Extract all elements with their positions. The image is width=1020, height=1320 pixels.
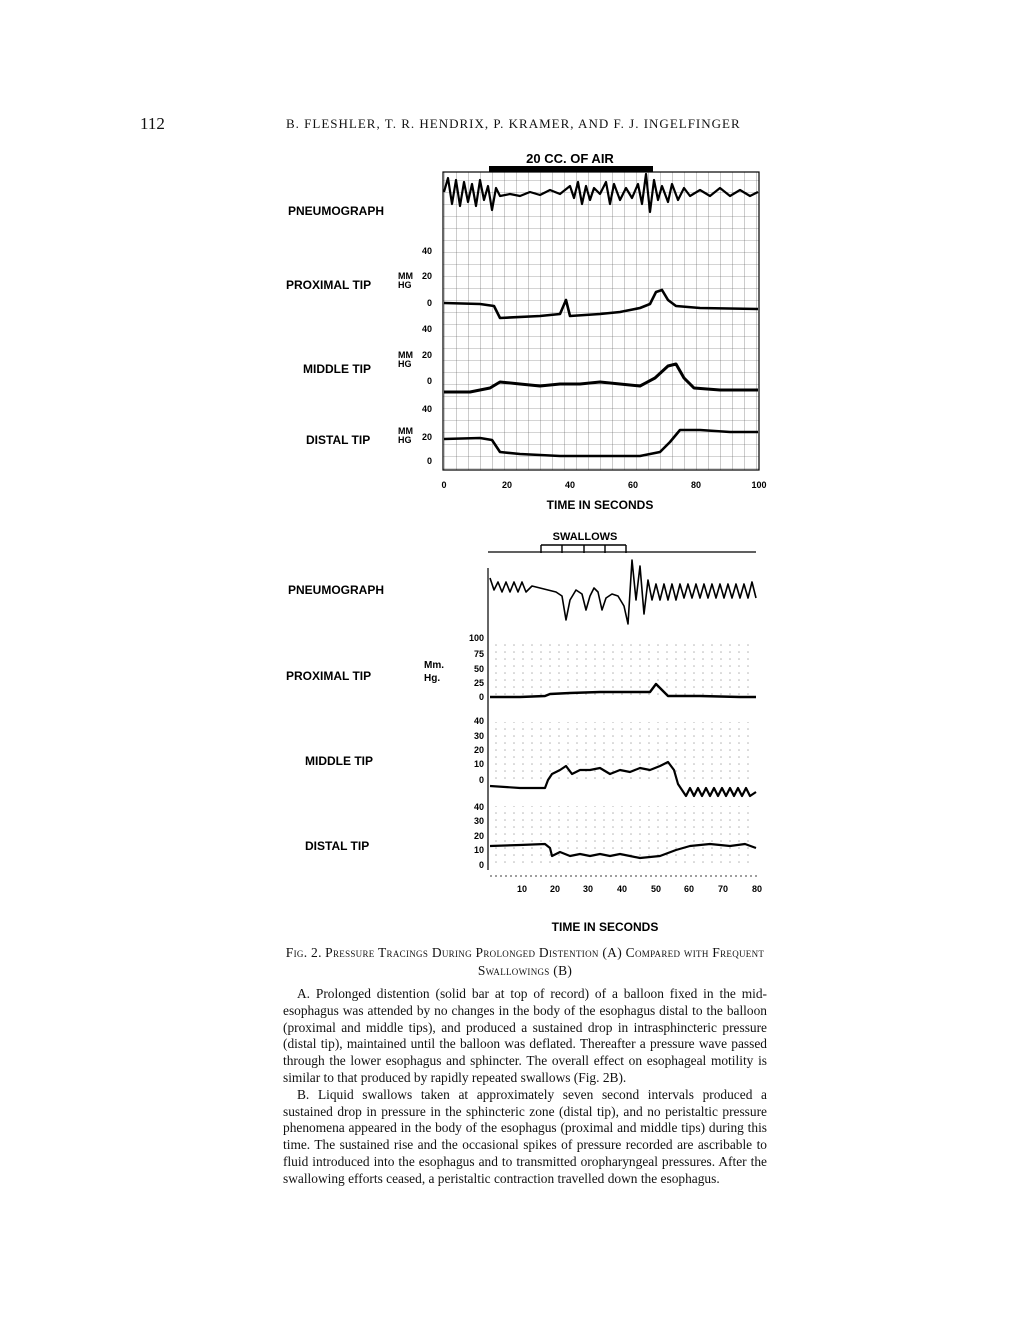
units-a — [398, 271, 413, 445]
x-axis-label-b: TIME IN SECONDS — [551, 920, 659, 934]
swallows-label: SWALLOWS — [552, 531, 618, 543]
channel-label-proximal-a: PROXIMAL TIP — [286, 278, 372, 292]
x-tick: 70 — [717, 884, 729, 894]
y-tick: 20 — [421, 432, 432, 442]
y-tick: 30 — [473, 731, 484, 741]
channel-label-middle-a: MIDDLE TIP — [303, 362, 371, 376]
x-tick: 40 — [616, 884, 628, 894]
unit-hg: HG — [398, 435, 412, 445]
y-tick: 10 — [473, 759, 484, 769]
x-tick: 30 — [582, 884, 594, 894]
paragraph-a: A. Prolonged distention (solid bar at top of record) of a balloon fixed in the mid-esophagus was attended by no changes in the body of the esophagus distal to the balloon (proximal and middle tips), and produced a sustained drop in intrasphincteric pressure (distal tip), maintained until the balloon was deflated. Thereafter a pressure wave passed through the lower esophagus and sphincter. The overall effect on esophageal motility is similar to that produced by rapidly repeated swallows (Fig. 2B). — [283, 986, 767, 1085]
unit-mm: MM — [398, 271, 413, 281]
y-tick: 100 — [468, 633, 484, 643]
running-head-authors: B. FLESHLER, T. R. HENDRIX, P. KRAMER, AND F. J. INGELFINGER — [286, 116, 741, 131]
y-tick: 50 — [473, 664, 484, 674]
channel-label-distal-b: DISTAL TIP — [305, 839, 370, 853]
grid-b-distal — [490, 806, 756, 866]
x-axis-label-a: TIME IN SECONDS — [546, 498, 654, 512]
grid-b-middle — [490, 722, 756, 784]
x-tick: 80 — [690, 480, 702, 490]
y-tick: 0 — [478, 692, 484, 702]
figure-b — [286, 531, 762, 934]
y-tick: 40 — [421, 246, 432, 256]
x-tick: 50 — [650, 884, 662, 894]
grid-a — [443, 172, 759, 470]
x-tick: 100 — [751, 480, 767, 490]
x-tick: 0 — [441, 480, 447, 490]
unit-hg: HG — [398, 280, 412, 290]
y-tick: 25 — [473, 678, 484, 688]
y-tick: 20 — [421, 350, 432, 360]
y-tick: 30 — [473, 816, 484, 826]
x-tick: 60 — [683, 884, 695, 894]
x-ticks-a — [441, 480, 766, 490]
y-tick: 75 — [473, 649, 484, 659]
x-tick: 80 — [751, 884, 763, 894]
y-tick: 20 — [473, 831, 484, 841]
channel-label-proximal-b: PROXIMAL TIP — [286, 669, 372, 683]
y-tick: 20 — [421, 271, 432, 281]
y-tick: 0 — [426, 376, 432, 386]
y-tick: 40 — [421, 324, 432, 334]
y-tick: 0 — [426, 456, 432, 466]
x-tick: 40 — [564, 480, 576, 490]
unit-mm-b: Mm. — [424, 660, 444, 671]
y-tick: 40 — [473, 716, 484, 726]
trace-pneumograph-b — [490, 560, 756, 624]
figure-a — [286, 151, 767, 512]
y-ticks-b — [469, 633, 484, 870]
caption-title: Pressure Tracings During Prolonged Distention (A) Compared with Frequent Swallowings (B) — [325, 945, 765, 978]
x-ticks-b — [517, 884, 762, 894]
y-tick: 10 — [473, 845, 484, 855]
air-bar-label: 20 CC. OF AIR — [526, 151, 614, 166]
x-tick: 10 — [516, 884, 528, 894]
y-tick: 20 — [473, 745, 484, 755]
air-bar — [489, 166, 653, 172]
body-text — [283, 986, 767, 1188]
y-ticks-a — [422, 246, 432, 466]
x-tick: 20 — [501, 480, 513, 490]
figure-caption — [283, 944, 767, 980]
channel-label-middle-b: MIDDLE TIP — [305, 754, 373, 768]
channel-label-pneumograph-b: PNEUMOGRAPH — [288, 583, 385, 597]
unit-hg: HG — [398, 359, 412, 369]
x-tick: 20 — [549, 884, 561, 894]
y-tick: 0 — [478, 775, 484, 785]
y-tick: 40 — [473, 802, 484, 812]
page-number: 112 — [140, 114, 165, 133]
x-tick: 60 — [627, 480, 639, 490]
caption-fig-label: Fig. 2. — [285, 945, 322, 960]
y-tick: 0 — [426, 298, 432, 308]
paragraph-b: B. Liquid swallows taken at approximately seven second intervals produced a sustained drop in pressure in the sphincteric zone (distal tip), and no peristaltic pressure phenomena appeared in the body of the esophagus (proximal and middle tips) during this time. The sustained rise and the occasional spikes of pressure recorded are ascribable to fluid introduced into the esophagus and to transmitted oropharyngeal pressures. After the swallowing efforts ceased, a peristaltic contraction travelled down the esophagus. — [283, 1086, 767, 1186]
unit-hg-b: Hg. — [424, 673, 441, 684]
unit-mm: MM — [398, 426, 413, 436]
channel-label-pneumograph-a: PNEUMOGRAPH — [288, 204, 385, 218]
y-tick: 0 — [478, 860, 484, 870]
channel-label-distal-a: DISTAL TIP — [306, 433, 371, 447]
unit-mm: MM — [398, 350, 413, 360]
y-tick: 40 — [421, 404, 432, 414]
